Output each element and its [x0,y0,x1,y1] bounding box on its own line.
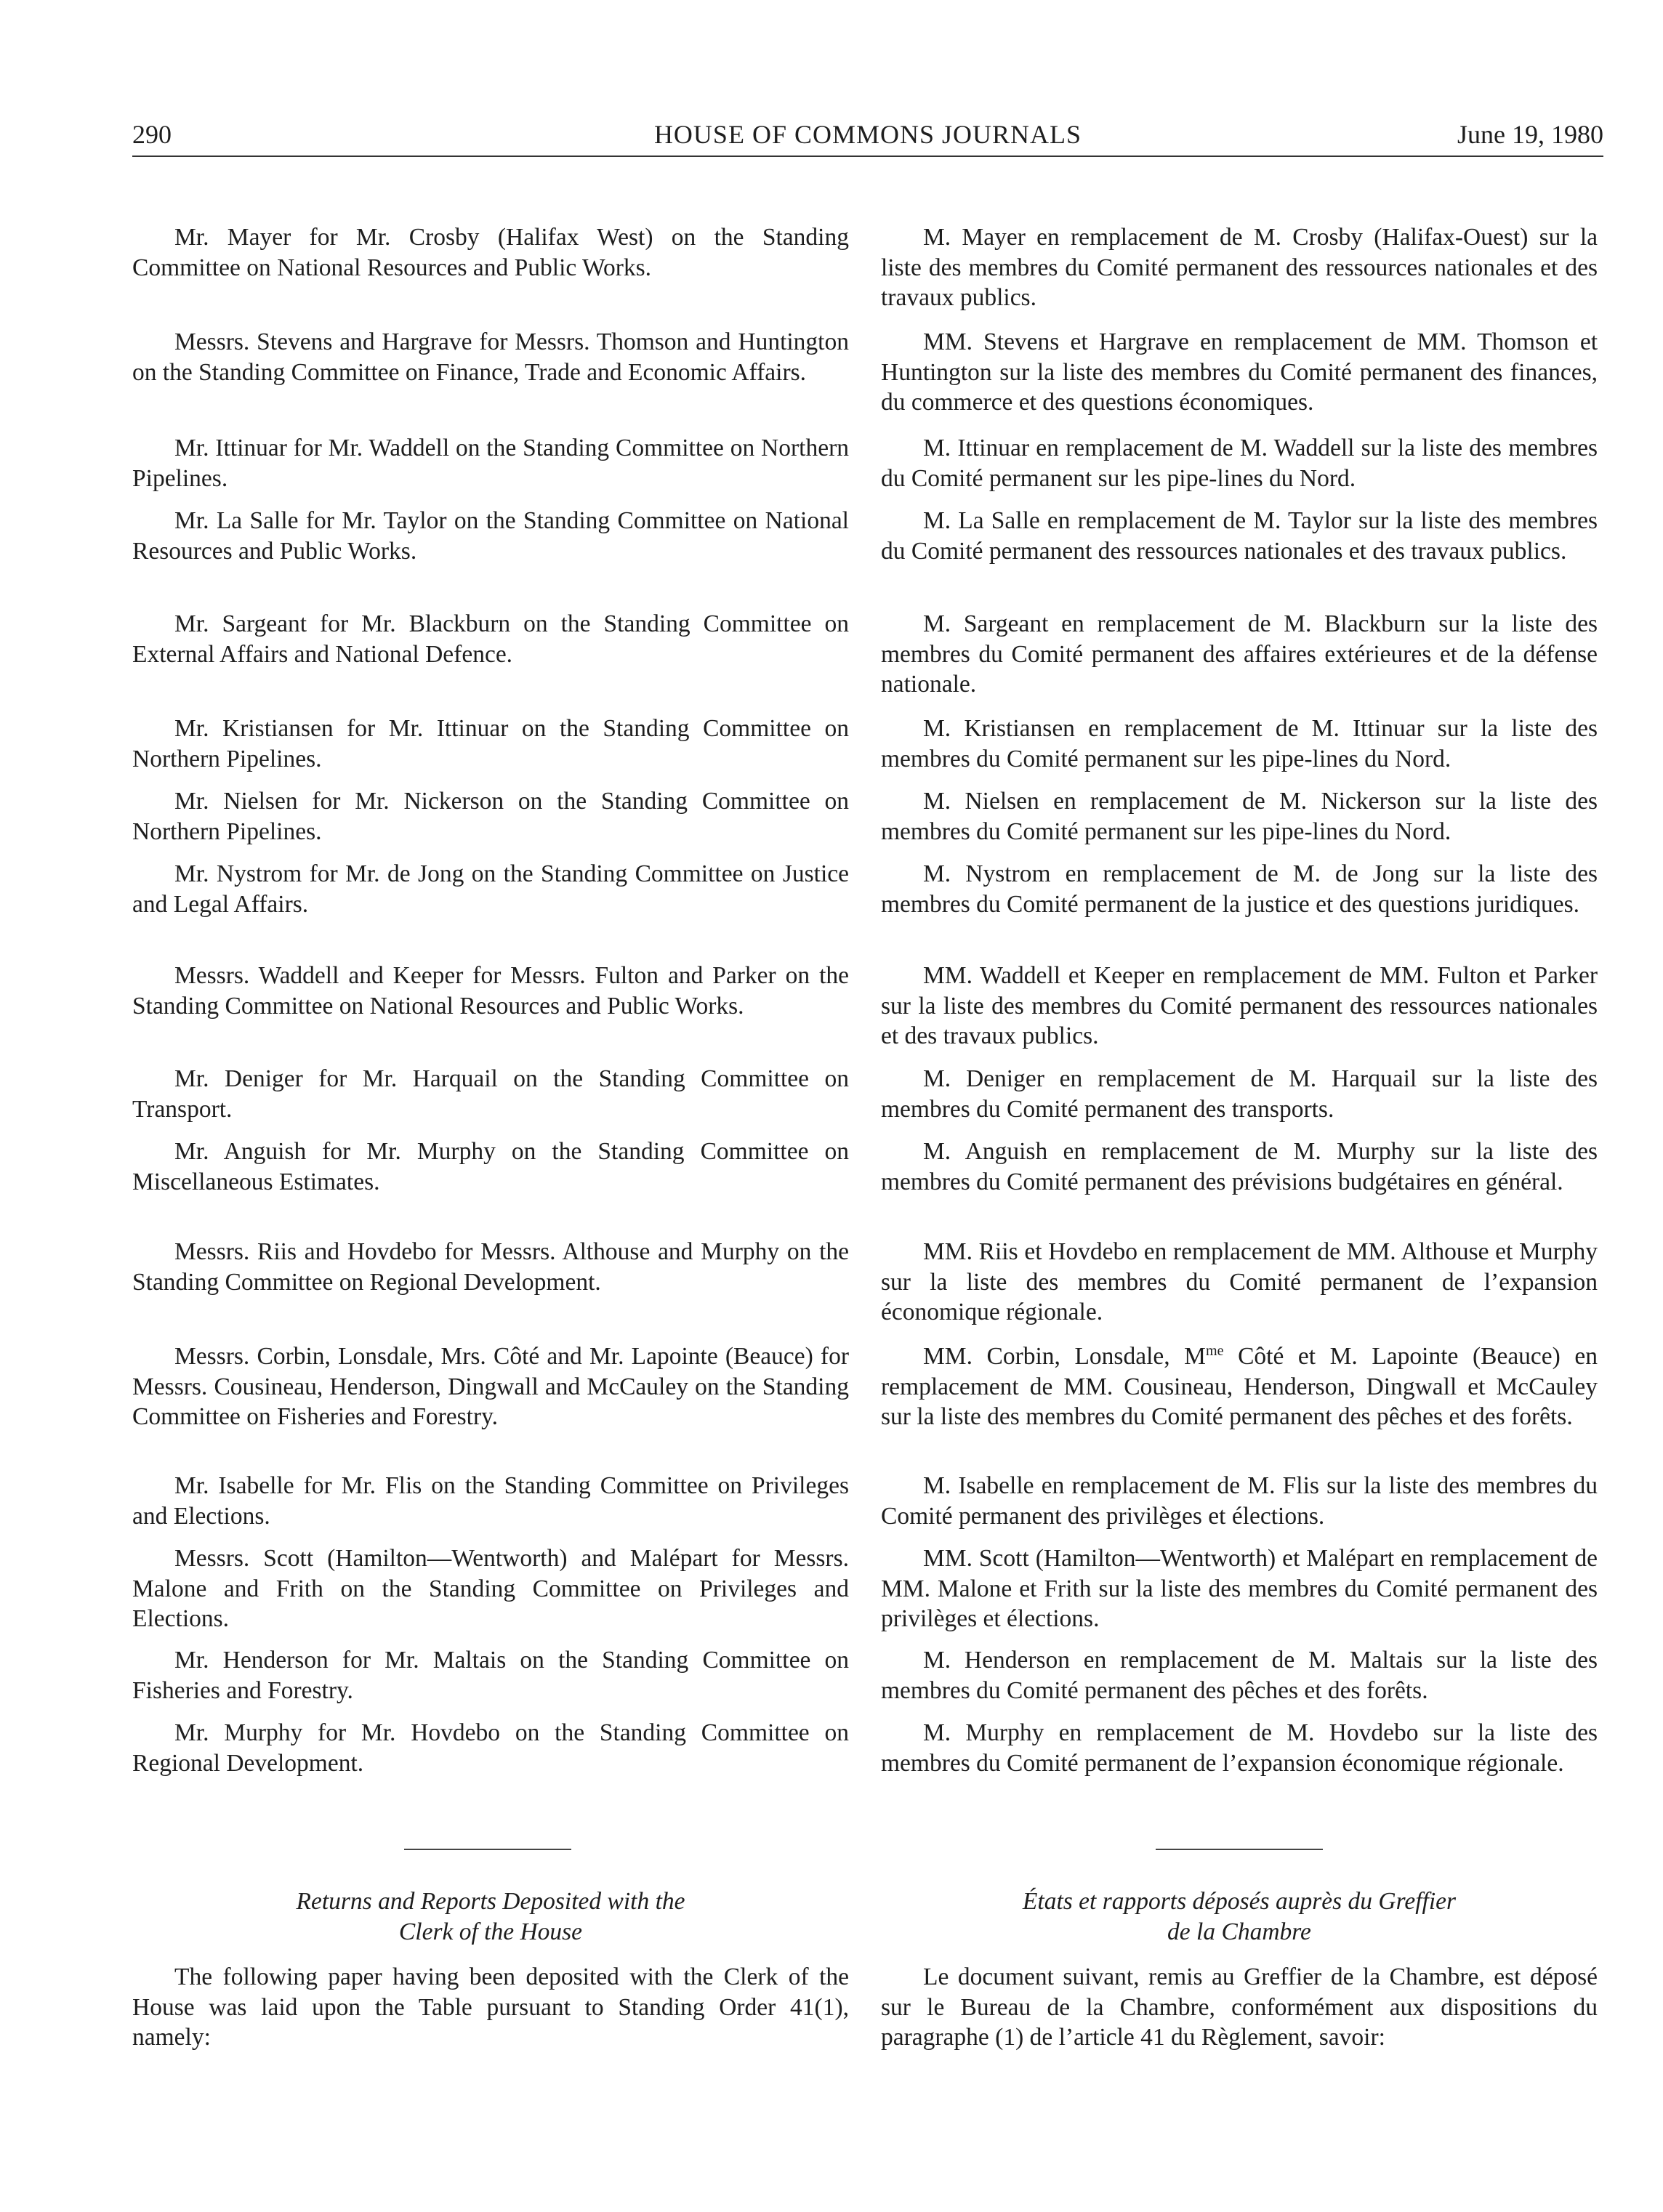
french-entry [881,1341,1598,1432]
english-entry: Mr. Nystrom for Mr. de Jong on the Standing Committee on Justice and Legal Affairs. [132,860,849,918]
section-heading-line: Returns and Reports Deposited with the [296,1888,685,1915]
french-entry: MM. Waddell et Keeper en remplacement de MM. Fulton et Parker sur la liste des membres du Comité permanent des ressources nationales et des travaux publics. [881,962,1598,1049]
section-divider [404,1849,571,1850]
page-header [132,116,1603,157]
english-entry: Mr. Kristiansen for Mr. Ittinuar on the Standing Committee on Northern Pipelines. [132,715,849,772]
french-entry: M. Sargeant en remplacement de M. Blackburn sur la liste des membres du Comité permanent des affaires extérieures et de la défense nationale. [881,610,1598,698]
section-heading-line: Clerk of the House [398,1918,583,1945]
french-entry: M. La Salle en remplacement de M. Taylor sur la liste des membres du Comité permanent des ressources nationales et des travaux publics. [881,507,1598,565]
english-entry: Mr. Ittinuar for Mr. Waddell on the Standing Committee on Northern Pipelines. [132,435,849,492]
french-entry: M. Mayer en remplacement de M. Crosby (Halifax-Ouest) sur la liste des membres du Comité permanent des ressources nationales et des travaux publics. [881,224,1598,311]
french-entry: MM. Stevens et Hargrave en remplacement de MM. Thomson et Huntington sur la liste des membres du Comité permanent des finances, du commerce et des questions économiques. [881,328,1598,416]
section-heading-line: États et rapports déposés auprès du Greffier [1022,1888,1457,1915]
english-entry: Mr. Anguish for Mr. Murphy on the Standing Committee on Miscellaneous Estimates. [132,1138,849,1195]
section-paragraph: The following paper having been deposited with the Clerk of the House was laid upon the Table pursuant to Standing Order 41(1), namely: [132,1963,849,2051]
french-entry: MM. Scott (Hamilton—Wentworth) et Malépart en remplacement de MM. Malone et Frith sur la liste des membres du Comité permanent des privilèges et élections. [881,1545,1598,1632]
french-entry: M. Henderson en remplacement de M. Maltais sur la liste des membres du Comité permanent des pêches et des forêts. [881,1647,1598,1704]
english-entry: Mr. Deniger for Mr. Harquail on the Standing Committee on Transport. [132,1065,849,1123]
section-divider [1156,1849,1323,1850]
french-entry: M. Deniger en remplacement de M. Harquail sur la liste des membres du Comité permanent des transports. [881,1065,1598,1123]
english-entry: Mr. La Salle for Mr. Taylor on the Standing Committee on National Resources and Public Works. [132,507,849,565]
french-entry: M. Anguish en remplacement de M. Murphy sur la liste des membres du Comité permanent des prévisions budgétaires en général. [881,1138,1598,1195]
english-entry: Mr. Murphy for Mr. Hovdebo on the Standing Committee on Regional Development. [132,1719,849,1777]
english-entry: Mr. Isabelle for Mr. Flis on the Standing Committee on Privileges and Elections. [132,1472,849,1530]
french-entry-start: MM. Corbin, Lonsdale, M [923,1343,1206,1370]
english-entry: Messrs. Scott (Hamilton—Wentworth) and Malépart for Messrs. Malone and Frith on the Standing Committee on Privileges and Elections. [132,1545,849,1632]
english-entry: Messrs. Stevens and Hargrave for Messrs. Thomson and Huntington on the Standing Committee on Finance, Trade and Economic Affairs. [132,328,849,386]
english-entry: Mr. Nielsen for Mr. Nickerson on the Standing Committee on Northern Pipelines. [132,788,849,845]
french-entry: M. Ittinuar en remplacement de M. Waddell sur la liste des membres du Comité permanent sur les pipe-lines du Nord. [881,435,1598,492]
section-heading [881,1886,1598,1947]
english-entry: Messrs. Waddell and Keeper for Messrs. Fulton and Parker on the Standing Committee on National Resources and Public Works. [132,962,849,1020]
english-entry: Mr. Henderson for Mr. Maltais on the Standing Committee on Fisheries and Forestry. [132,1647,849,1704]
french-entry: M. Nielsen en remplacement de M. Nickerson sur la liste des membres du Comité permanent sur les pipe-lines du Nord. [881,788,1598,845]
english-entry: Mr. Sargeant for Mr. Blackburn on the Standing Committee on External Affairs and National Defence. [132,610,849,668]
english-entry: Messrs. Corbin, Lonsdale, Mrs. Côté and Mr. Lapointe (Beauce) for Messrs. Cousineau, Henderson, Dingwall and McCauley on the Standing Committee on Fisheries and Forestry. [132,1343,849,1430]
english-entry: Mr. Mayer for Mr. Crosby (Halifax West) on the Standing Committee on National Resources and Public Works. [132,224,849,281]
section-heading [132,1886,849,1947]
page-number: 290 [132,120,172,149]
journal-title: HOUSE OF COMMONS JOURNALS [653,120,1082,149]
french-entry: M. Isabelle en remplacement de M. Flis sur la liste des membres du Comité permanent des privilèges et élections. [881,1472,1598,1530]
french-entry-rest: Côté et M. Lapointe (Beauce) en remplacement de MM. Cousineau, Henderson, Dingwall et McCauley sur la liste des membres du Comité permanent des pêches et des forêts. [881,1343,1598,1430]
section-paragraph: Le document suivant, remis au Greffier de la Chambre, est déposé sur le Bureau de la Chambre, conformément aux dispositions du paragraphe (1) de l’article 41 du Règlement, savoir: [881,1963,1598,2051]
french-entry: M. Murphy en remplacement de M. Hovdebo sur la liste des membres du Comité permanent de l’expansion économique régionale. [881,1719,1598,1777]
french-entry: MM. Riis et Hovdebo en remplacement de MM. Althouse et Murphy sur la liste des membres du Comité permanent de l’expansion économique régionale. [881,1238,1598,1325]
french-entry: M. Nystrom en remplacement de M. de Jong sur la liste des membres du Comité permanent de la justice et des questions juridiques. [881,860,1598,918]
english-entry: Messrs. Riis and Hovdebo for Messrs. Althouse and Murphy on the Standing Committee on Regional Development. [132,1238,849,1296]
honorific-superscript: me [1205,1342,1224,1359]
section-heading-line: de la Chambre [1167,1918,1311,1945]
french-entry: M. Kristiansen en remplacement de M. Ittinuar sur la liste des membres du Comité permanent sur les pipe-lines du Nord. [881,715,1598,772]
journal-date: June 19, 1980 [1457,120,1603,149]
